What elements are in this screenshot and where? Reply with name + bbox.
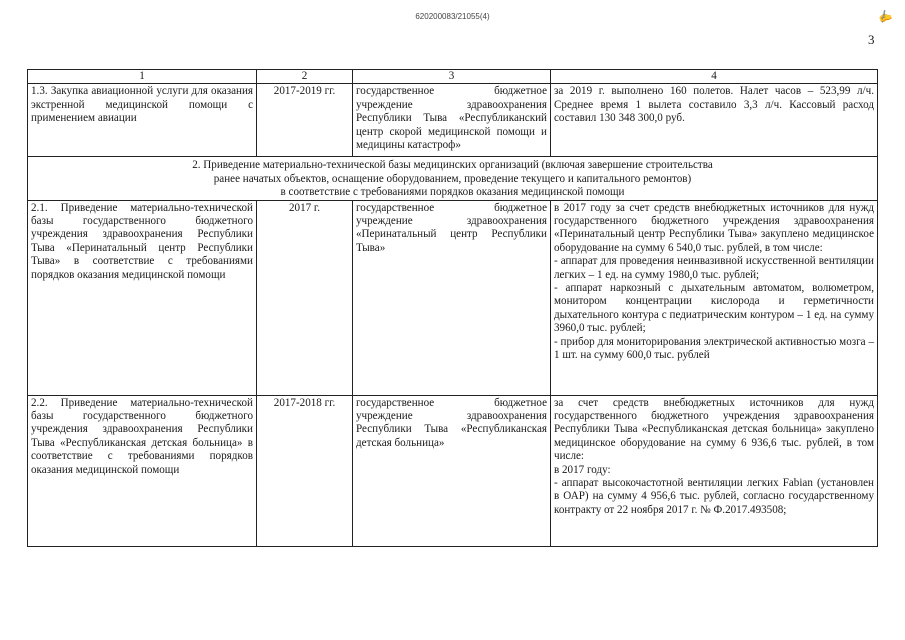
- page-number: 3: [868, 32, 875, 47]
- result-line: - аппарат высокочастотной вентиляции легких Fabian (установлен в ОАР) на сумму 4 956,6 тыс. рублей, согласно государственному контракту от 22 ноября 2017 г. № Ф.2017.493508;: [554, 477, 874, 516]
- result-line: за 2019 г. выполнено 160 полетов. Налет часов – 523,99 л/ч. Среднее время 1 вылета составило 3,3 л/ч. Кассовый расход составил 130 348 300,0 руб.: [554, 85, 874, 125]
- period-cell: 2017-2019 гг.: [257, 84, 353, 157]
- result-cell: [551, 200, 878, 395]
- column-number: 3: [353, 70, 551, 84]
- section-heading-line: ранее начатых объектов, оснащение оборудованием, проведение текущего и капитального ремонтов): [213, 172, 692, 185]
- column-number: 1: [28, 70, 257, 84]
- section-heading-row: [28, 157, 878, 200]
- measure-cell: 1.3. Закупка авиационной услуги для оказания экстренной медицинской помощи с применением авиации: [28, 84, 257, 157]
- executor-cell: государственное бюджетное учреждение здравоохранения Республики Тыва «Республиканский центр скорой медицинской помощи и медицины катастроф»: [353, 84, 551, 157]
- result-line: - аппарат для проведения неинвазивной искусственной вентиляции легких – 1 ед. на сумму 1980,0 тыс. рублей;: [554, 255, 874, 281]
- column-number: 2: [257, 70, 353, 84]
- result-cell: [551, 84, 878, 157]
- result-line: в 2017 году:: [554, 463, 611, 476]
- table-row: [28, 200, 878, 395]
- executor-cell: государственное бюджетное учреждение здравоохранения Республики Тыва «Республиканская детская больница»: [353, 395, 551, 546]
- measures-table: [27, 69, 878, 547]
- executor-cell: государственное бюджетное учреждение здравоохранения «Перинатальный центр Республики Тыва»: [353, 200, 551, 395]
- handwritten-mark: ✍: [876, 8, 894, 26]
- result-cell: [551, 395, 878, 546]
- document-code: 620200083/21055(4): [415, 12, 490, 21]
- measure-cell: 2.2. Приведение материально-технической базы государственного бюджетного учреждения здравоохранения Республики Тыва «Республиканская детская больница» в соответствие с требованиями порядков оказания медицинской помощи: [28, 395, 257, 546]
- column-number: 4: [551, 70, 878, 84]
- result-line: в 2017 году за счет средств внебюджетных источников для нужд государственного бюджетного учреждения здравоохранения «Перинатальный центр Республики Тыва» закуплено медицинское оборудование на сумму 6 540,0 тыс. рублей, в том числе:: [554, 201, 874, 254]
- column-number-row: [28, 70, 878, 84]
- table-row: [28, 395, 878, 546]
- period-cell: 2017-2018 гг.: [257, 395, 353, 546]
- section-heading-line: 2. Приведение материально-технической базы медицинских организаций (включая завершение строительства: [192, 159, 713, 172]
- period-cell: 2017 г.: [257, 200, 353, 395]
- section-heading-line: в соответствие с требованиями порядков оказания медицинской помощи: [280, 186, 625, 199]
- result-line: - прибор для мониторирования электрической активностью мозга – 1 шт. на сумму 600,0 тыс. рублей: [554, 335, 874, 362]
- section-heading: [28, 157, 878, 200]
- result-line: - аппарат наркозный с дыхательным автоматом, волюметром, монитором концентрации кислорода и герметичности дыхательного контура с педиатрическим контуром – 1 ед. на сумму 3960,0 тыс. рублей;: [554, 282, 874, 335]
- table-row: [28, 84, 878, 157]
- result-line: за счет средств внебюджетных источников для нужд государственного бюджетного учреждения здравоохранения Республики Тыва «Республиканская детская больница» закуплено медицинское оборудование на сумму 6 936,6 тыс. рублей, в том числе:: [554, 396, 874, 463]
- measure-cell: 2.1. Приведение материально-технической базы государственного бюджетного учреждения здравоохранения Республики Тыва «Перинатальный центр Республики Тыва» в соответствие с требованиями порядков оказания медицинской помощи: [28, 200, 257, 395]
